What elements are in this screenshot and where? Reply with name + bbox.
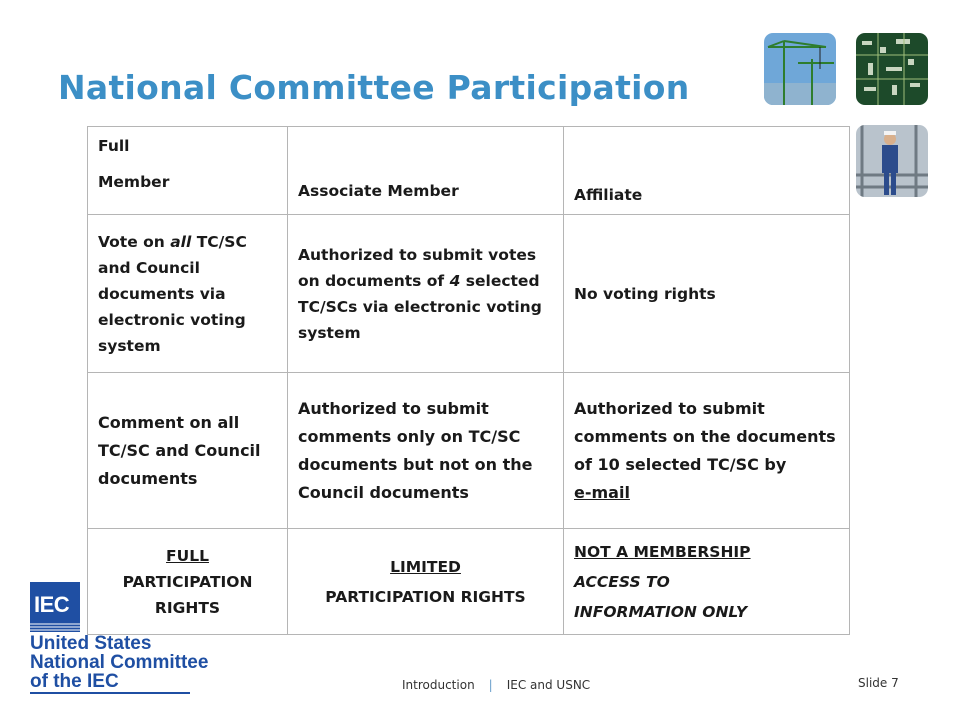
- cranes-photo: [764, 33, 836, 105]
- organization-name: United States National Committee of the IEC: [30, 633, 209, 692]
- footer-separator: |: [488, 678, 493, 692]
- header-full-member: Full Member: [88, 127, 288, 215]
- cell-full-rights: FULL PARTICIPATION RIGHTS: [88, 529, 288, 635]
- cell-affiliate-rights: NOT A MEMBERSHIP ACCESS TO INFORMATION ONLY: [564, 529, 850, 635]
- table-header-row: [88, 127, 850, 215]
- cell-associate-comments: Authorized to submit comments only on TC/SC documents but not on the Council documents: [288, 373, 564, 529]
- cell-affiliate-voting: No voting rights: [564, 215, 850, 373]
- slide-title: National Committee Participation: [58, 68, 690, 107]
- table-row-voting: [88, 215, 850, 373]
- header-associate-member: Associate Member: [288, 127, 564, 215]
- header-affiliate: Affiliate: [564, 127, 850, 215]
- affiliate-email-link: e-mail: [574, 482, 630, 502]
- iec-logo: [30, 582, 80, 632]
- circuit-board-photo: [856, 33, 928, 105]
- cell-associate-voting: Authorized to submit votes on documents of 4 selected TC/SCs via electronic voting system: [288, 215, 564, 373]
- table-row-rights: [88, 529, 850, 635]
- table-row-comments: [88, 373, 850, 529]
- participation-table: [87, 126, 850, 635]
- engineer-photo: [856, 125, 928, 197]
- logo-underline: [30, 692, 190, 694]
- footer-breadcrumb: [402, 678, 590, 692]
- footer-section: Introduction: [402, 678, 475, 692]
- cell-associate-rights: LIMITED PARTICIPATION RIGHTS: [288, 529, 564, 635]
- slide-number: Slide 7: [858, 676, 899, 690]
- cell-affiliate-comments: Authorized to submit comments on the documents of 10 selected TC/SC by e-mail: [564, 373, 850, 529]
- footer-subsection: IEC and USNC: [506, 678, 591, 692]
- cell-full-voting: Vote on all TC/SC and Council documents via electronic voting system: [88, 215, 288, 373]
- iec-logo-mark: IEC: [30, 582, 80, 632]
- cell-full-comments: Comment on all TC/SC and Council documents: [88, 373, 288, 529]
